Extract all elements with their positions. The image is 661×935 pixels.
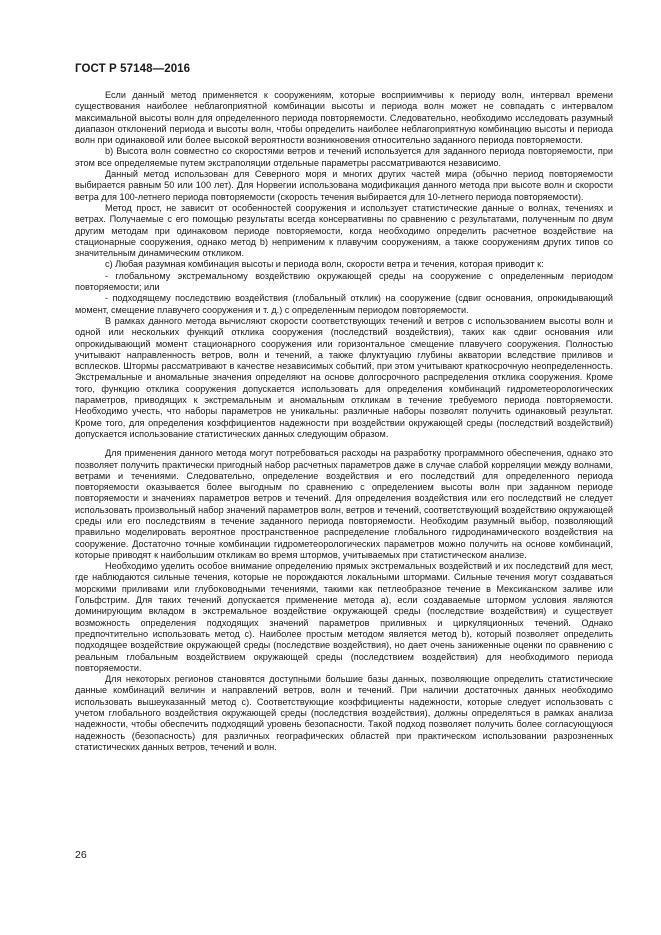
document-header: ГОСТ Р 57148—2016 [75,63,191,75]
paragraph-10: Необходимо уделить особое внимание определению прямых экстремальных воздействий и их последствий для мест, где наблюдаются сильные течения, которые не порождаются локальными штормами. Сильные течения могут создаваться морскими приливами или глубоководными течениями, такими как петлеобразное течение в Мексиканском заливе или Гольфстрим. Для таких течений допускается применение метода а), если создаваемые штормом условия являются доминирующим вкладом в экстремальное воздействие окружающей среды (последствие воздействия) и существует возможность определения подходящих значений параметров приливных и циркуляционных течений. Однако предпочтительно использовать метод с). Наиболее простым методом является метод b), который позволяет определить подходящее воздействие окружающей среды (последствие воздействия), но дает очень заниженные оценки по сравнению с реальным глобальным воздействием окружающей среды (последствием воздействия) для необходимого периода повторяемости. [75,561,613,673]
paragraph-7: - подходящему последствию воздействия (глобальный отклик) на сооружение (сдвиг основания, опрокидывающий момент, смещение плавучего сооружения и т. д.) с определенным периодом повторяемости. [75,293,613,315]
paragraph-6: - глобальному экстремальному воздействию окружающей среды на сооружение с определенным периодом повторяемости; или [75,270,613,293]
paragraph-11: Для некоторых регионов становятся доступными большие базы данных, позволяющие определить статистические данные комбинаций величин и направлений ветров, волн и течений. При наличии достаточных данных необходимо использовать вышеуказанный метод с). Соответствующие коэффициенты надежности, которые следует использовать с учетом глобального воздействия окружающей среды (последствия воздействия), должны определяться в рамках анализа надежности, чтобы обеспечить подходящий уровень безопасности. Такой подход позволяет получить более согласующуюся надежность (безопасность) для различных географических областей при практическом использовании разрозненных статистических данных ветров, течений и волн. [75,674,613,752]
paragraph-4: Метод прост, не зависит от особенностей сооружения и использует статистические данные о волнах, течениях и ветрах. Получаемые с его помощью результаты всегда консервативны по сравнению с результатами, полученным по двум другим методам при одинаковом периоде повторяемости, когда необходимо определить расчетное воздействие на стационарные сооружения, однако метод b) неприменим к плавучим сооружениям, а также сооружениям других типов со значительным динамическим откликом. [75,202,613,259]
paragraph-3: Данный метод использован для Северного моря и многих других частей мира (обычно период повторяемости выбирается равным 50 или 100 лет). Для Норвегии использована модификация данного метода при высоте волн и скорости ветра для 100-летнего периода повторяемости (скорость течения выбирается для 10-летнего периода повторяемости). [75,169,613,202]
page-number: 26 [75,849,87,861]
paragraph-9: Для применения данного метода могут потребоваться расходы на разработку программного обеспечения, однако это позволяет получить практически пригодный набор расчетных параметров даже в случае слабой корреляции между волнами, ветрами и течениями. Следовательно, определение воздействия и его последствий для определенного периода повторяемости оказывается более выгодным по сравнению с определением высоты волн при заданном периоде повторяемости и значениях параметров ветров и течений. Для определения воздействия или его последствий не следует использовать произвольный набор значений параметров волн, ветров и течений, соответствующий воздействию окружающей среды или его последствиям в течение заданного периода повторяемости. Необходим разумный выбор, позволяющий правильно моделировать вероятное пространственное распределение глобального гидродинамического воздействия на сооружение. Достаточно точные комбинации гидрометеорологических параметров можно получить на основе комбинаций, которые приводят к наибольшим откликам во время штормов, учитываемых при статистическом анализе. [75,448,613,560]
paragraph-1: Если данный метод применяется к сооружениям, которые восприимчивы к периоду волн, интервал времени существования наиболее неблагоприятной комбинации высоты и периода волн может не совпадать с интервалом максимальной высоты волн для определенного периода повторяемости. Следовательно, необходимо исследовать разумный диапазон отклонений периода и высоты волн, чтобы определить наиболее неблагоприятную комбинацию высоты и периода волн при одинаковой или более высокой вероятности возникновения относительно заданного периода повторяемости. [75,90,613,146]
paragraph-5: c) Любая разумная комбинация высоты и периода волн, скорости ветра и течения, которая приводит к: [105,259,544,270]
paragraph-2: b) Высота волн совместно со скоростями ветров и течений используется для заданного периода повторяемости, при этом все определяемые путем экстраполяции отдельные параметры рассматриваются независимо. [75,146,613,168]
document-body [75,90,613,753]
paragraph-8: В рамках данного метода вычисляют скорости соответствующих течений и ветров с использованием высоты волн и одной или нескольких функций отклика сооружения (последствий воздействия), таких как сдвиг основания или опрокидывающий момент стационарного сооружения или горизонтальное смещение плавучего сооружения. Полностью учитывают направленность ветров, волн и течений, а также флуктуацию глубины акватории вследствие приливов и всплесков. Штормы рассматривают в качестве независимых событий, при этом учитывают краткосрочную неопределенность. Экстремальные и аномальные значения определяют на основе долгосрочного распределения отклика сооружения. Кроме того, функцию отклика сооружения допускается использовать для определения комбинаций гидрометеорологических параметров, приводящих к экстремальным и аномальным откликам в течение требуемого периода повторяемости. Необходимо учесть, что наборы параметров не уникальны: различные наборы позволят получить одинаковый результат. Кроме того, для определения коэффициентов надежности при воздействии окружающей среды (последствий воздействий) допускается использование статистических данных следующим образом. [75,315,613,439]
